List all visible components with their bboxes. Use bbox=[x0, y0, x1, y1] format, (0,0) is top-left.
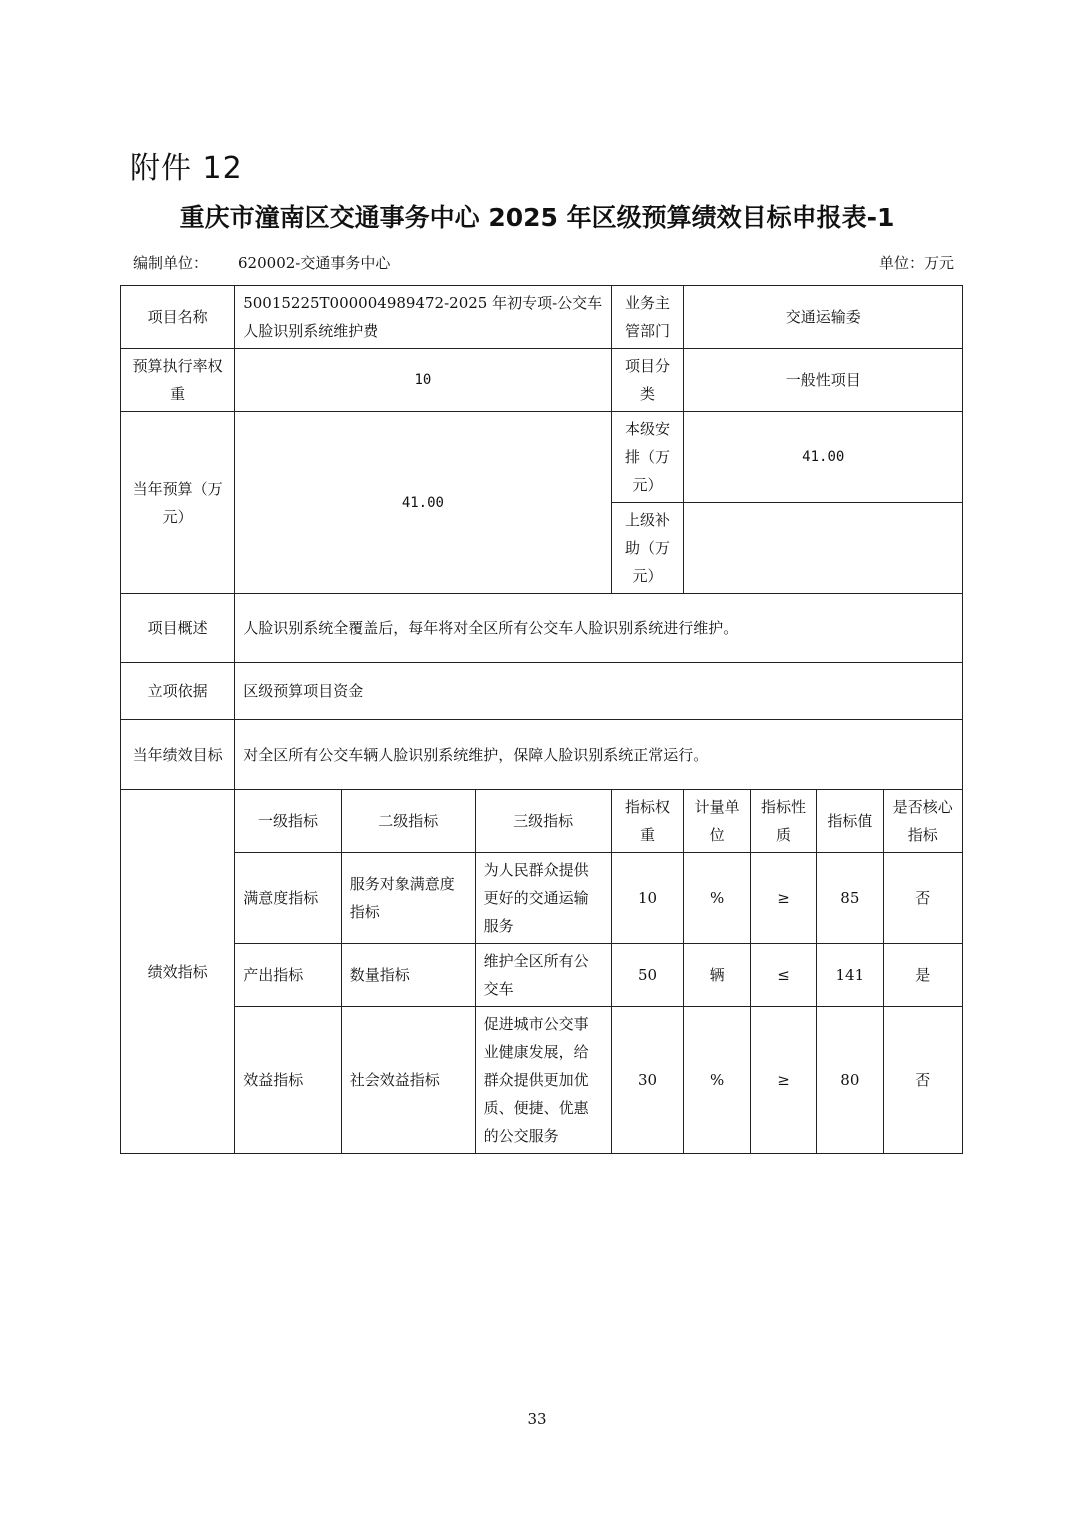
exec-weight-value: 10 bbox=[235, 349, 611, 412]
local-allocation-label: 本级安排（万元） bbox=[611, 412, 684, 503]
compiling-unit bbox=[133, 252, 390, 273]
indicator-header: 是否核心指标 bbox=[883, 790, 963, 853]
indicator-weight: 50 bbox=[611, 944, 684, 1007]
is-core-indicator: 是 bbox=[883, 944, 963, 1007]
page-number: 33 bbox=[527, 1410, 547, 1428]
indicator-header: 计量单位 bbox=[684, 790, 750, 853]
indicator-header: 指标权重 bbox=[611, 790, 684, 853]
goal-value: 对全区所有公交车辆人脸识别系统维护，保障人脸识别系统正常运行。 bbox=[235, 720, 963, 790]
local-allocation-value: 41.00 bbox=[684, 412, 963, 503]
indicator-value: 85 bbox=[817, 853, 883, 944]
summary-label: 项目概述 bbox=[121, 594, 235, 663]
indicator-weight: 10 bbox=[611, 853, 684, 944]
indicators-section-label: 绩效指标 bbox=[121, 790, 235, 1154]
goal-label: 当年绩效目标 bbox=[121, 720, 235, 790]
level1-indicator: 效益指标 bbox=[235, 1007, 342, 1154]
budget-value: 41.00 bbox=[235, 412, 611, 594]
table-row bbox=[121, 1007, 963, 1154]
upper-subsidy-value bbox=[684, 503, 963, 594]
attachment-label: 附件 12 bbox=[130, 151, 243, 186]
indicator-header: 指标性质 bbox=[750, 790, 816, 853]
table-row bbox=[121, 944, 963, 1007]
indicator-nature: ≥ bbox=[750, 853, 816, 944]
indicator-header: 一级指标 bbox=[235, 790, 342, 853]
level3-indicator: 为人民群众提供更好的交通运输服务 bbox=[475, 853, 611, 944]
budget-label: 当年预算（万元） bbox=[121, 412, 235, 594]
is-core-indicator: 否 bbox=[883, 1007, 963, 1154]
compiling-unit-value: 620002-交通事务中心 bbox=[238, 254, 391, 272]
indicator-value: 141 bbox=[817, 944, 883, 1007]
indicator-unit: 辆 bbox=[684, 944, 750, 1007]
indicator-nature: ≤ bbox=[750, 944, 816, 1007]
exec-weight-label: 预算执行率权重 bbox=[121, 349, 235, 412]
category-value: 一般性项目 bbox=[684, 349, 963, 412]
level3-indicator: 促进城市公交事业健康发展，给群众提供更加优质、便捷、优惠的公交服务 bbox=[475, 1007, 611, 1154]
indicator-header: 三级指标 bbox=[475, 790, 611, 853]
department-label: 业务主管部门 bbox=[611, 286, 684, 349]
summary-value: 人脸识别系统全覆盖后，每年将对全区所有公交车人脸识别系统进行维护。 bbox=[235, 594, 963, 663]
category-label: 项目分类 bbox=[611, 349, 684, 412]
basis-value: 区级预算项目资金 bbox=[235, 663, 963, 720]
level1-indicator: 产出指标 bbox=[235, 944, 342, 1007]
indicator-header: 指标值 bbox=[817, 790, 883, 853]
indicator-weight: 30 bbox=[611, 1007, 684, 1154]
compiling-unit-label: 编制单位： bbox=[133, 254, 209, 272]
level2-indicator: 服务对象满意度指标 bbox=[341, 853, 475, 944]
level1-indicator: 满意度指标 bbox=[235, 853, 342, 944]
is-core-indicator: 否 bbox=[883, 853, 963, 944]
table-row bbox=[121, 853, 963, 944]
level3-indicator: 维护全区所有公交车 bbox=[475, 944, 611, 1007]
currency-unit: 单位：万元 bbox=[878, 254, 954, 272]
basis-label: 立项依据 bbox=[121, 663, 235, 720]
upper-subsidy-label: 上级补助（万元） bbox=[611, 503, 684, 594]
indicator-value: 80 bbox=[817, 1007, 883, 1154]
page-title: 重庆市潼南区交通事务中心 2025 年区级预算绩效目标申报表-1 bbox=[179, 203, 895, 232]
indicator-unit: % bbox=[684, 1007, 750, 1154]
department-value: 交通运输委 bbox=[684, 286, 963, 349]
level2-indicator: 数量指标 bbox=[341, 944, 475, 1007]
project-name-value: 50015225T000004989472-2025 年初专项-公交车人脸识别系统维护费 bbox=[235, 286, 611, 349]
indicator-header: 二级指标 bbox=[341, 790, 475, 853]
project-name-label: 项目名称 bbox=[121, 286, 235, 349]
indicator-nature: ≥ bbox=[750, 1007, 816, 1154]
budget-goal-table bbox=[120, 285, 963, 1154]
level2-indicator: 社会效益指标 bbox=[341, 1007, 475, 1154]
indicator-unit: % bbox=[684, 853, 750, 944]
